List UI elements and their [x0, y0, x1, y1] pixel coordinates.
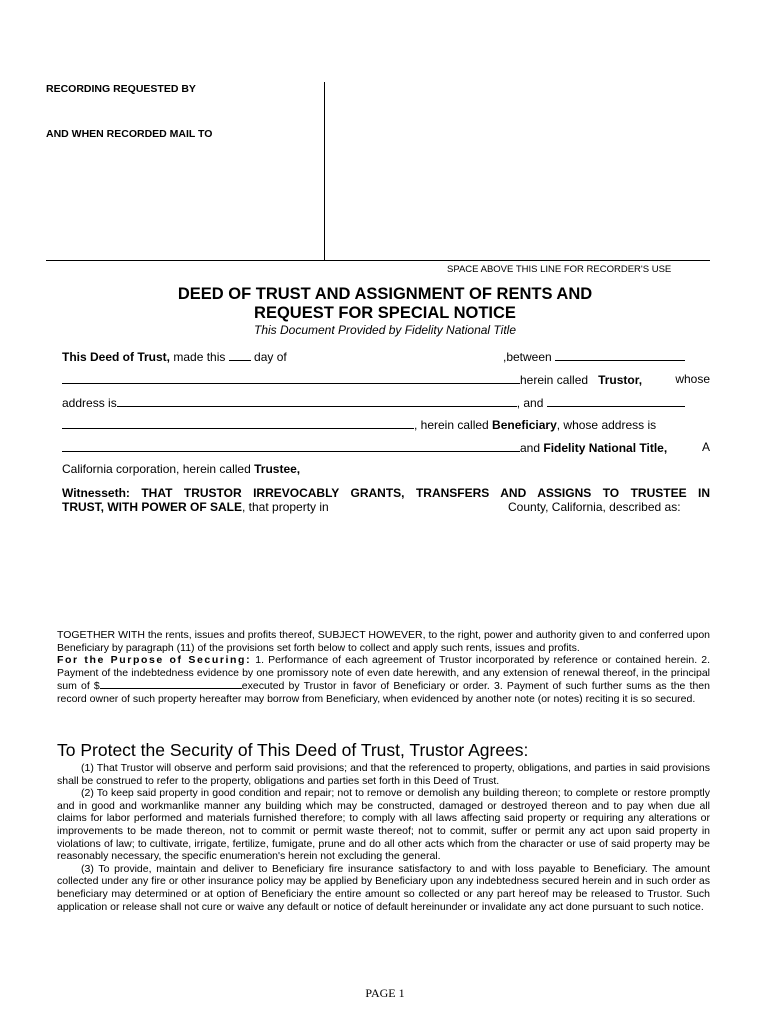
page-number: PAGE 1 — [365, 986, 405, 1000]
covenant-item-2: (2) To keep said property in good condition and repair; not to remove or demolish any building thereon; to complete or restore promptly and in good and workmanlike manner any building which may be constructed, damaged or destroyed thereon and to pay when due all claims for labor performed and materials furnished therefore; to comply with all laws affecting said property or requiring any alterations or improvements to be made thereon, not to commit or permit waste thereof; not to commit, suffer or permit any act upon said property in violations of law; to cultivate, irrigate, fertilize, fumigate, prune and do all other acts which from the character or use of said property may be reasonably necessary, the specific enumeration's herein not excluding the general. — [57, 787, 710, 863]
together-paragraph: TOGETHER WITH the rents, issues and profits thereof, SUBJECT HOWEVER, to the right, power and authority given to and conferred upon Beneficiary by paragraph (11) of the provisions set forth below to collect and apply such rents, issues and profits. — [57, 629, 710, 654]
beneficiary-line: , herein called Beneficiary, whose address is — [62, 417, 656, 432]
covenants-block — [57, 762, 710, 913]
recording-requested-label: RECORDING REQUESTED BY — [46, 83, 196, 95]
when-recorded-label: AND WHEN RECORDED MAIL TO — [46, 128, 213, 140]
day-field[interactable] — [229, 349, 251, 361]
between-field[interactable] — [555, 349, 685, 361]
trustee-line: and Fidelity National Title, A — [62, 440, 710, 455]
document-title-line1: DEED OF TRUST AND ASSIGNMENT OF RENTS AND — [177, 285, 593, 303]
witnesseth-line2: TRUST, WITH POWER OF SALE, that property in — [62, 500, 329, 514]
between-line: ,between — [503, 349, 685, 364]
provided-by: This Document Provided by Fidelity National Title — [253, 323, 516, 337]
purpose-label: For the Purpose of Securing: — [57, 654, 252, 667]
deed-label: This Deed of Trust, — [62, 350, 171, 364]
trustor-address-field[interactable] — [117, 395, 517, 407]
county-label: County, California, described as: — [508, 500, 681, 514]
recorder-line — [46, 260, 710, 261]
trustor-name-field[interactable] — [62, 372, 520, 384]
ca-corp-line: California corporation, herein called Trustee, — [62, 462, 301, 476]
address-line: address is , and — [62, 395, 685, 410]
trustor-address-field-2[interactable] — [547, 395, 685, 407]
recorder-use-label: SPACE ABOVE THIS LINE FOR RECORDER'S USE — [447, 264, 672, 275]
purpose-paragraph: For the Purpose of Securing: 1. Performance of each agreement of Trustor incorporated by reference or contained herein. 2. Payment of the indebtedness evidence by one promissory note of even date herewith, and any extension of renewal thereof, in the principal sum of $ executed by Trustor in favor of Beneficiary or order. 3. Payment of such further sums as the then record owner of such property hereafter may borrow from Beneficiary, when evidenced by another note (or notes) reciting it is so secured. — [57, 654, 710, 705]
principal-sum-field[interactable] — [100, 679, 242, 689]
deed-made-line: This Deed of Trust, made this day of — [62, 350, 287, 364]
trustor-line: herein called Trustor, whose — [62, 372, 710, 387]
section-heading: To Protect the Security of This Deed of Trust, Trustor Agrees: — [57, 740, 529, 760]
beneficiary-name-field[interactable] — [62, 417, 414, 429]
witnesseth-line1: Witnesseth: THAT TRUSTOR IRREVOCABLY GRANTS, TRANSFERS AND ASSIGNS TO TRUSTEE IN — [62, 486, 710, 500]
covenant-item-3: (3) To provide, maintain and deliver to Beneficiary fire insurance satisfactory to and with loss payable to Beneficiary. The amount collected under any fire or other insurance policy may be applied by Beneficiary upon any indebtedness secured herein and in such order as beneficiary may determined or at option of Beneficiary the entire amount so collected or any part hereof may be released to Trustor. Such application or release shall not cure or waive any default or notice of default hereinunder or invalidate any act done pursuant to such notice. — [57, 862, 710, 913]
document-title-line2: REQUEST FOR SPECIAL NOTICE — [254, 304, 516, 322]
covenant-item-1: (1) That Trustor will observe and perform said provisions; and that the referenced to property, obligations, and parties in said provisions shall be construed to refer to the property, obligations and parties set forth in this Deed of Trust. — [57, 762, 710, 787]
header-divider-vertical — [324, 82, 325, 260]
together-with-block — [57, 629, 710, 706]
beneficiary-address-field[interactable] — [62, 440, 520, 452]
